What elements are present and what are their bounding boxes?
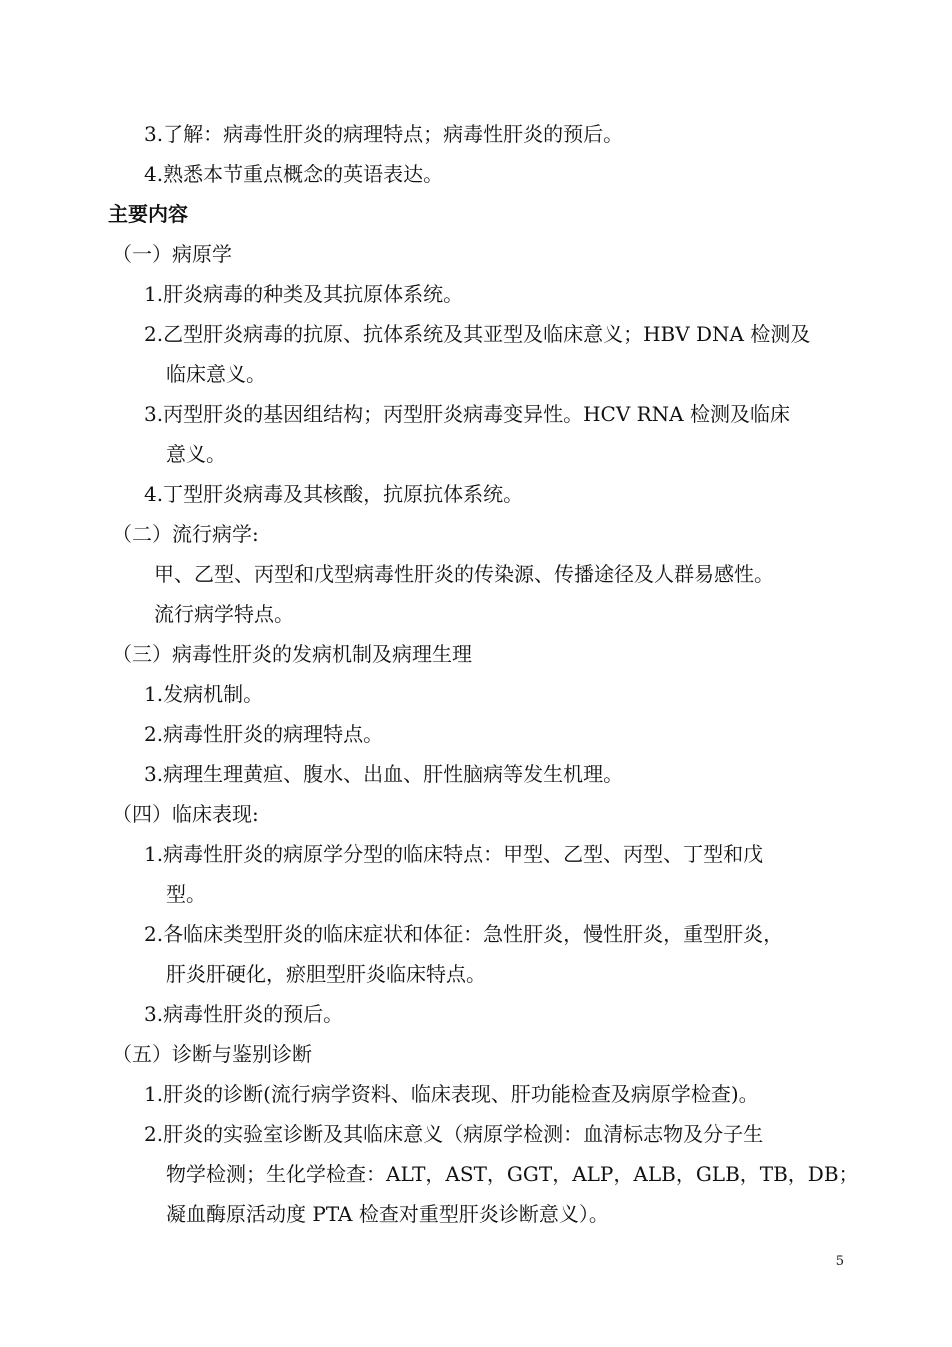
list-item-continuation: 凝血酶原活动度 PTA 检查对重型肝炎诊断意义）。 (166, 1202, 609, 1226)
subsection-diagnosis: （五）诊断与鉴别诊断 (112, 1042, 312, 1066)
list-item-continuation: 物学检测；生化学检查：ALT，AST，GGT，ALP，ALB，GLB，TB，DB； (166, 1162, 859, 1186)
subsection-clinical: （四）临床表现: (112, 802, 259, 826)
paragraph-continuation: 流行病学特点。 (154, 602, 294, 626)
list-item: 1.肝炎病毒的种类及其抗原体系统。 (144, 282, 464, 306)
list-item-continuation: 肝炎肝硬化，瘀胆型肝炎临床特点。 (166, 962, 486, 986)
objective-item-4: 4.熟悉本节重点概念的英语表达。 (144, 162, 444, 186)
list-item: 4.丁型肝炎病毒及其核酸，抗原抗体系统。 (144, 482, 524, 506)
list-item: 1.发病机制。 (144, 682, 264, 706)
list-item: 1.肝炎的诊断(流行病学资料、临床表现、肝功能检查及病原学检查)。 (144, 1082, 759, 1106)
list-item: 3.病毒性肝炎的预后。 (144, 1002, 344, 1026)
list-item-continuation: 意义。 (166, 442, 226, 466)
list-item: 2.各临床类型肝炎的临床症状和体征：急性肝炎，慢性肝炎，重型肝炎， (144, 922, 784, 946)
subsection-etiology: （一）病原学 (112, 242, 232, 266)
list-item: 1.病毒性肝炎的病原学分型的临床特点：甲型、乙型、丙型、丁型和戊 (144, 842, 764, 866)
list-item: 3.病理生理黄疸、腹水、出血、肝性脑病等发生机理。 (144, 762, 624, 786)
subsection-epidemiology: （二）流行病学: (112, 522, 259, 546)
section-heading: 主要内容 (108, 202, 188, 226)
objective-item-3: 3.了解：病毒性肝炎的病理特点；病毒性肝炎的预后。 (144, 122, 624, 146)
list-item-continuation: 临床意义。 (166, 362, 266, 386)
list-item: 2.肝炎的实验室诊断及其临床意义（病原学检测：血清标志物及分子生 (144, 1122, 764, 1146)
list-item-continuation: 型。 (166, 882, 206, 906)
subsection-pathogenesis: （三）病毒性肝炎的发病机制及病理生理 (112, 642, 472, 666)
list-item: 2.病毒性肝炎的病理特点。 (144, 722, 384, 746)
list-item: 3.丙型肝炎的基因组结构；丙型肝炎病毒变异性。HCV RNA 检测及临床 (144, 402, 790, 426)
page-number: 5 (835, 1254, 844, 1269)
list-item: 2.乙型肝炎病毒的抗原、抗体系统及其亚型及临床意义；HBV DNA 检测及 (144, 322, 811, 346)
paragraph: 甲、乙型、丙型和戊型病毒性肝炎的传染源、传播途径及人群易感性。 (154, 562, 774, 586)
